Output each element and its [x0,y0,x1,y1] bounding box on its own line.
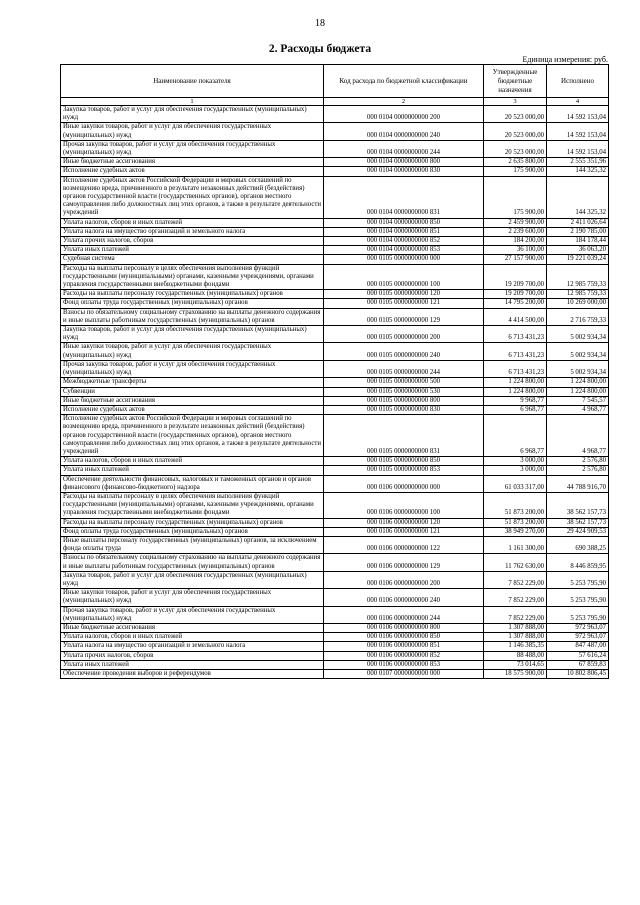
row-executed-cell: 14 592 153,04 [547,140,609,157]
table-row [61,299,609,308]
table-row [61,527,609,536]
row-code-cell: 000 0105 0000000000 200 [324,326,484,343]
row-name-cell: Закупка товаров, работ и услуг для обеспечения государственных (муниципальных) нужд [61,571,324,588]
row-approved-cell: 7 852 229,00 [484,571,547,588]
row-code-cell: 000 0105 0000000000 500 [324,378,484,387]
row-approved-cell: 38 949 270,00 [484,527,547,536]
row-name-cell: Исполнение судебных актов Российской Федерации и мировых соглашений по возмещению вреда, причиненного в результате незаконных действий (бездействия) органов государственной власти (государственных органов), органов местного самоуправления либо должностных лиц этих органов, а также в результате деятельности учреждений [61,176,324,218]
row-name-cell: Взносы по обязательному социальному страхованию на выплаты денежного содержания и иные выплаты работникам государственных (муниципальных) органов [61,308,324,325]
row-name-cell: Закупка товаров, работ и услуг для обеспечения государственных (муниципальных) нужд [61,106,324,123]
row-approved-cell: 20 523 000,00 [484,123,547,140]
row-approved-cell: 20 523 000,00 [484,106,547,123]
row-executed-cell: 2 411 026,64 [547,218,609,227]
row-approved-cell: 1 146 385,35 [484,642,547,651]
row-approved-cell: 36 100,00 [484,246,547,255]
row-name-cell: Уплата иных платежей [61,466,324,475]
row-name-cell: Иные закупки товаров, работ и услуг для обеспечения государственных (муниципальных) нужд [61,123,324,140]
header-executed: Исполнено [547,65,609,98]
table-row [61,651,609,660]
column-number: 4 [547,98,609,106]
row-code-cell: 000 0106 0000000000 851 [324,642,484,651]
row-code-cell: 000 0106 0000000000 000 [324,475,484,492]
row-executed-cell: 10 802 806,45 [547,670,609,679]
row-approved-cell: 14 795 200,00 [484,299,547,308]
header-code: Код расхода по бюджетной классификации [324,65,484,98]
row-name-cell: Фонд оплаты труда государственных (муниципальных) органов [61,527,324,536]
row-name-cell: Прочая закупка товаров, работ и услуг для обеспечения государственных (муниципальных) нужд [61,606,324,623]
row-code-cell: 000 0106 0000000000 240 [324,589,484,606]
row-code-cell: 000 0105 0000000000 244 [324,360,484,377]
row-approved-cell: 18 575 900,00 [484,670,547,679]
row-name-cell: Уплата прочих налогов, сборов [61,237,324,246]
row-code-cell: 000 0104 0000000000 850 [324,218,484,227]
row-code-cell: 000 0105 0000000000 000 [324,255,484,264]
row-executed-cell: 5 002 934,34 [547,360,609,377]
table-row [61,308,609,325]
table-row [61,158,609,167]
row-code-cell: 000 0104 0000000000 244 [324,140,484,157]
table-row [61,415,609,457]
row-executed-cell: 144 325,32 [547,176,609,218]
row-name-cell: Обеспечение деятельности финансовых, налоговых и таможенных органов и органов финансового (финансово-бюджетного) надзора [61,475,324,492]
row-executed-cell: 12 985 759,33 [547,290,609,299]
table-row [61,623,609,632]
row-name-cell: Уплата прочих налогов, сборов [61,651,324,660]
row-code-cell: 000 0106 0000000000 850 [324,633,484,642]
row-approved-cell: 20 523 000,00 [484,140,547,157]
row-approved-cell: 1 307 888,00 [484,633,547,642]
row-approved-cell: 184 200,00 [484,237,547,246]
row-executed-cell: 1 224 800,00 [547,378,609,387]
row-name-cell: Взносы по обязательному социальному страхованию на выплаты денежного содержания и иные выплаты работникам государственных (муниципальных) органов [61,554,324,571]
row-executed-cell: 29 424 909,53 [547,527,609,536]
row-approved-cell: 175 900,00 [484,167,547,176]
row-executed-cell: 19 221 039,24 [547,255,609,264]
column-number-row [61,98,609,106]
row-name-cell: Обеспечение проведения выборов и референдумов [61,670,324,679]
row-name-cell: Прочая закупка товаров, работ и услуг для обеспечения государственных (муниципальных) нужд [61,360,324,377]
row-code-cell: 000 0104 0000000000 800 [324,158,484,167]
table-row [61,457,609,466]
row-approved-cell: 6 968,77 [484,405,547,414]
row-executed-cell: 36 063,20 [547,246,609,255]
row-name-cell: Закупка товаров, работ и услуг для обеспечения государственных (муниципальных) нужд [61,326,324,343]
row-code-cell: 000 0106 0000000000 120 [324,518,484,527]
row-name-cell: Исполнение судебных актов Российской Федерации и мировых соглашений по возмещению вреда, причиненного в результате незаконных действий (бездействия) органов государственной власти (государственных органов), органов местного самоуправления либо должностных лиц этих органов, а также в результате деятельности учреждений [61,415,324,457]
row-executed-cell: 67 859,83 [547,660,609,669]
row-name-cell: Исполнение судебных актов [61,167,324,176]
row-approved-cell: 88 488,00 [484,651,547,660]
row-code-cell: 000 0105 0000000000 530 [324,387,484,396]
row-executed-cell: 38 562 157,73 [547,492,609,518]
row-approved-cell: 3 000,00 [484,457,547,466]
row-executed-cell: 972 963,07 [547,633,609,642]
row-approved-cell: 19 209 700,00 [484,264,547,290]
table-row [61,218,609,227]
row-executed-cell: 690 388,25 [547,536,609,553]
row-executed-cell: 847 487,00 [547,642,609,651]
page-number: 18 [315,18,325,29]
row-executed-cell: 1 224 800,00 [547,387,609,396]
row-approved-cell: 6 713 431,23 [484,326,547,343]
row-approved-cell: 6 968,77 [484,415,547,457]
row-code-cell: 000 0105 0000000000 240 [324,343,484,360]
row-code-cell: 000 0105 0000000000 120 [324,290,484,299]
table-row [61,642,609,651]
row-approved-cell: 6 713 431,23 [484,343,547,360]
table-row [61,518,609,527]
row-code-cell: 000 0105 0000000000 100 [324,264,484,290]
row-approved-cell: 1 224 800,00 [484,378,547,387]
table-row [61,571,609,588]
row-code-cell: 000 0106 0000000000 244 [324,606,484,623]
column-number: 3 [484,98,547,106]
row-name-cell: Расходы на выплаты персоналу государственных (муниципальных) органов [61,518,324,527]
row-name-cell: Межбюджетные трансферты [61,378,324,387]
row-executed-cell: 144 325,32 [547,167,609,176]
units-label: Единица измерения: руб. [522,55,608,64]
row-approved-cell: 2 239 600,00 [484,227,547,236]
table-row [61,290,609,299]
table-row [61,589,609,606]
row-approved-cell: 51 873 200,00 [484,518,547,527]
row-executed-cell: 44 788 916,70 [547,475,609,492]
row-code-cell: 000 0106 0000000000 121 [324,527,484,536]
row-executed-cell: 57 616,24 [547,651,609,660]
row-code-cell: 000 0106 0000000000 100 [324,492,484,518]
table-row [61,176,609,218]
table-body [61,106,609,679]
row-approved-cell: 27 157 900,00 [484,255,547,264]
table-row [61,554,609,571]
row-approved-cell: 3 000,00 [484,466,547,475]
row-code-cell: 000 0105 0000000000 853 [324,466,484,475]
row-name-cell: Иные бюджетные ассигнования [61,158,324,167]
row-name-cell: Уплата налогов, сборов и иных платежей [61,218,324,227]
row-code-cell: 000 0105 0000000000 121 [324,299,484,308]
table-row [61,378,609,387]
row-code-cell: 000 0106 0000000000 853 [324,660,484,669]
row-name-cell: Расходы на выплаты персоналу в целях обеспечения выполнения функций государственными (муниципальными) органами, казенными учреждениями, органами управления государственными внебюджетными фондами [61,492,324,518]
row-approved-cell: 175 900,00 [484,176,547,218]
table-row [61,466,609,475]
header-name: Наименование показателя [61,65,324,98]
row-executed-cell: 5 253 795,90 [547,571,609,588]
row-code-cell: 000 0104 0000000000 853 [324,246,484,255]
table-row [61,140,609,157]
table-row [61,167,609,176]
table-row [61,536,609,553]
table-row [61,326,609,343]
row-approved-cell: 73 014,65 [484,660,547,669]
table-row [61,606,609,623]
column-number: 2 [324,98,484,106]
row-executed-cell: 2 576,80 [547,466,609,475]
row-executed-cell: 38 562 157,73 [547,518,609,527]
row-approved-cell: 2 635 800,00 [484,158,547,167]
section-title: 2. Расходы бюджета [268,43,372,55]
row-executed-cell: 4 968,77 [547,405,609,414]
row-executed-cell: 7 545,57 [547,396,609,405]
row-approved-cell: 19 209 700,00 [484,290,547,299]
table-row [61,633,609,642]
row-executed-cell: 2 716 759,33 [547,308,609,325]
table-row [61,670,609,679]
table-row [61,387,609,396]
row-name-cell: Фонд оплаты труда государственных (муниципальных) органов [61,299,324,308]
row-code-cell: 000 0106 0000000000 129 [324,554,484,571]
column-number: 1 [61,98,324,106]
table-row [61,255,609,264]
table-row [61,396,609,405]
row-code-cell: 000 0106 0000000000 800 [324,623,484,632]
table-row [61,123,609,140]
row-approved-cell: 1 307 888,00 [484,623,547,632]
table-row [61,343,609,360]
row-name-cell: Судебная система [61,255,324,264]
row-approved-cell: 11 762 630,00 [484,554,547,571]
row-name-cell: Иные закупки товаров, работ и услуг для обеспечения государственных (муниципальных) нужд [61,589,324,606]
row-name-cell: Уплата налогов, сборов и иных платежей [61,633,324,642]
row-code-cell: 000 0104 0000000000 831 [324,176,484,218]
row-executed-cell: 2 576,80 [547,457,609,466]
header-approved: Утвержденные бюджетные назначения [484,65,547,98]
row-executed-cell: 5 253 795,90 [547,606,609,623]
table-row [61,246,609,255]
table-header-row [61,65,609,98]
row-approved-cell: 51 873 200,00 [484,492,547,518]
row-name-cell: Иные бюджетные ассигнования [61,623,324,632]
table-row [61,227,609,236]
row-name-cell: Уплата налога на имущество организаций и земельного налога [61,642,324,651]
row-executed-cell: 184 178,44 [547,237,609,246]
row-name-cell: Уплата иных платежей [61,246,324,255]
row-code-cell: 000 0105 0000000000 800 [324,396,484,405]
row-code-cell: 000 0104 0000000000 200 [324,106,484,123]
row-approved-cell: 7 852 229,00 [484,606,547,623]
row-executed-cell: 8 446 859,95 [547,554,609,571]
row-executed-cell: 4 968,77 [547,415,609,457]
row-code-cell: 000 0104 0000000000 852 [324,237,484,246]
row-code-cell: 000 0106 0000000000 852 [324,651,484,660]
row-executed-cell: 14 592 153,04 [547,106,609,123]
table-row [61,106,609,123]
row-executed-cell: 10 269 000,00 [547,299,609,308]
row-name-cell: Уплата иных платежей [61,660,324,669]
row-code-cell: 000 0105 0000000000 129 [324,308,484,325]
row-executed-cell: 14 592 153,04 [547,123,609,140]
row-name-cell: Уплата налога на имущество организаций и земельного налога [61,227,324,236]
row-approved-cell: 61 033 317,00 [484,475,547,492]
table-row [61,360,609,377]
row-executed-cell: 5 002 934,34 [547,343,609,360]
row-code-cell: 000 0104 0000000000 240 [324,123,484,140]
row-code-cell: 000 0105 0000000000 830 [324,405,484,414]
table-row [61,264,609,290]
expenditure-table [60,64,609,679]
table-row [61,237,609,246]
row-executed-cell: 5 253 795,90 [547,589,609,606]
row-executed-cell: 2 555 351,96 [547,158,609,167]
row-approved-cell: 9 968,77 [484,396,547,405]
row-name-cell: Иные выплаты персоналу государственных (муниципальных) органов, за исключением фонда оплаты труда [61,536,324,553]
row-code-cell: 000 0104 0000000000 830 [324,167,484,176]
row-name-cell: Расходы на выплаты персоналу государственных (муниципальных) органов [61,290,324,299]
row-approved-cell: 2 459 900,00 [484,218,547,227]
row-code-cell: 000 0105 0000000000 850 [324,457,484,466]
table-row [61,492,609,518]
table-row [61,660,609,669]
row-approved-cell: 6 713 431,23 [484,360,547,377]
row-approved-cell: 1 161 300,00 [484,536,547,553]
table-row [61,405,609,414]
row-code-cell: 000 0106 0000000000 122 [324,536,484,553]
row-approved-cell: 1 224 800,00 [484,387,547,396]
row-executed-cell: 972 963,07 [547,623,609,632]
row-executed-cell: 12 985 759,33 [547,264,609,290]
row-name-cell: Прочая закупка товаров, работ и услуг для обеспечения государственных (муниципальных) нужд [61,140,324,157]
row-executed-cell: 2 190 785,00 [547,227,609,236]
row-approved-cell: 4 414 500,00 [484,308,547,325]
row-name-cell: Субвенции [61,387,324,396]
row-name-cell: Расходы на выплаты персоналу в целях обеспечения выполнения функций государственными (муниципальными) органами, казенными учреждениями, органами управления государственными внебюджетными фондами [61,264,324,290]
row-executed-cell: 5 002 934,34 [547,326,609,343]
row-code-cell: 000 0104 0000000000 851 [324,227,484,236]
row-code-cell: 000 0105 0000000000 831 [324,415,484,457]
row-code-cell: 000 0107 0000000000 000 [324,670,484,679]
row-name-cell: Иные закупки товаров, работ и услуг для обеспечения государственных (муниципальных) нужд [61,343,324,360]
row-approved-cell: 7 852 229,00 [484,589,547,606]
row-code-cell: 000 0106 0000000000 200 [324,571,484,588]
row-name-cell: Уплата налогов, сборов и иных платежей [61,457,324,466]
row-name-cell: Иные бюджетные ассигнования [61,396,324,405]
table-row [61,475,609,492]
row-name-cell: Исполнение судебных актов [61,405,324,414]
